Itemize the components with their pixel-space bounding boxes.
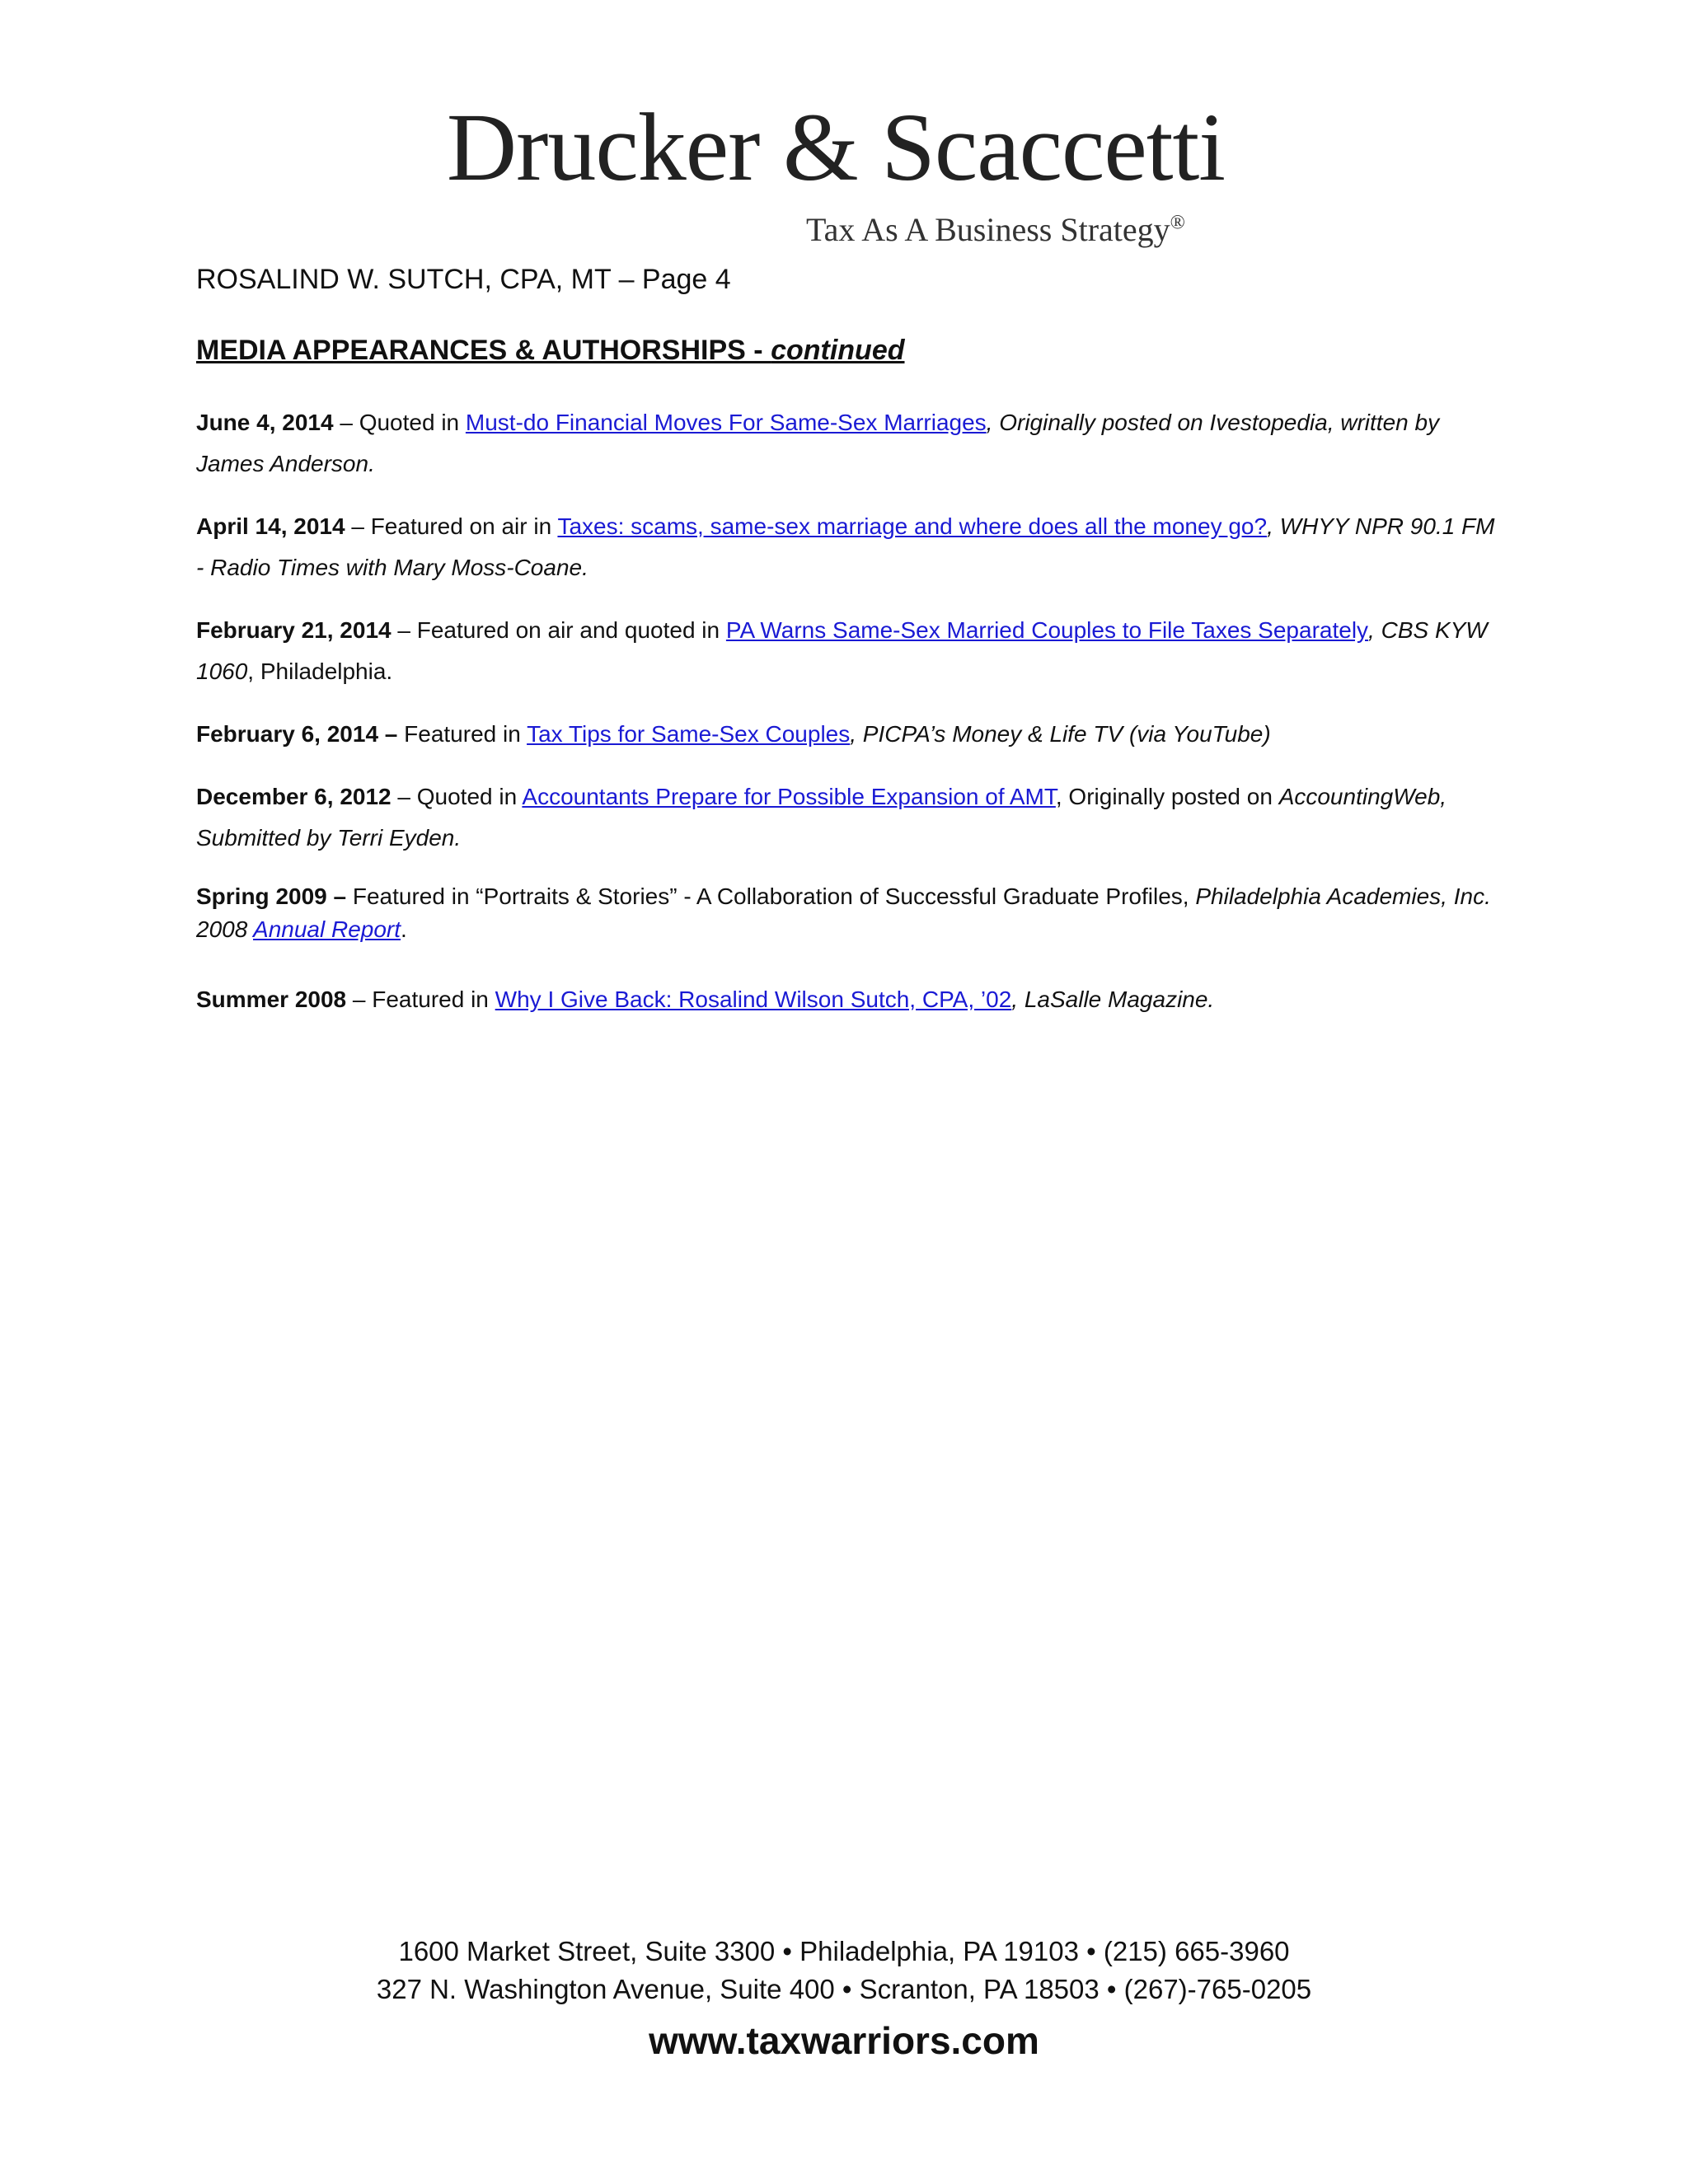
registered-mark: ®: [1170, 212, 1185, 234]
footer-website[interactable]: www.taxwarriors.com: [649, 2019, 1039, 2062]
entries-list: [196, 402, 1498, 1020]
entry-date: Summer 2008: [196, 987, 347, 1012]
footer-address-scranton: 327 N. Washington Avenue, Suite 400 • Scranton, PA 18503 • (267)-765-0205: [376, 1974, 1312, 2004]
document-body: [196, 262, 1498, 1042]
list-item: February 21, 2014 – Featured on air and quoted in PA Warns Same-Sex Married Couples to File Taxes Separately, CBS KYW 1060, Philadelphia.: [196, 617, 1488, 684]
entry-date: April 14, 2014: [196, 513, 345, 539]
entry-link[interactable]: Why I Give Back: Rosalind Wilson Sutch, CPA, ’02: [495, 987, 1012, 1012]
list-item: February 6, 2014 – Featured in Tax Tips for Same-Sex Couples, PICPA’s Money & Life TV (via YouTube): [196, 721, 1271, 747]
entry-date: June 4, 2014: [196, 410, 334, 435]
list-item: Summer 2008 – Featured in Why I Give Back: Rosalind Wilson Sutch, CPA, ’02, LaSalle Magazine.: [196, 987, 1215, 1012]
entry-link[interactable]: PA Warns Same-Sex Married Couples to File Taxes Separately: [725, 617, 1369, 643]
list-item: April 14, 2014 – Featured on air in Taxes: scams, same-sex marriage and where does all the money go?, WHYY NPR 90.1 FM - Radio Times with Mary Moss-Coane.: [196, 513, 1495, 580]
entry-date: February 6, 2014 –: [196, 721, 398, 747]
company-logo: [0, 93, 1688, 201]
entry-link[interactable]: Tax Tips for Same-Sex Couples: [527, 721, 851, 747]
entry-link[interactable]: Taxes: scams, same-sex marriage and where does all the money go?: [557, 513, 1268, 539]
list-item: December 6, 2012 – Quoted in Accountants Prepare for Possible Expansion of AMT, Originally posted on AccountingWeb, Submitted by Terri Eyden.: [196, 784, 1447, 851]
page-footer: [0, 1933, 1688, 2068]
entry-link[interactable]: Annual Report: [253, 916, 401, 942]
entry-date: February 21, 2014: [196, 617, 392, 643]
list-item: Spring 2009 – Featured in “Portraits & Stories” - A Collaboration of Successful Graduate Profiles, Philadelphia Academies, Inc. 2008 Annual Report.: [196, 883, 1491, 942]
logo-tagline: Tax As A Business Strategy®: [806, 211, 1185, 248]
footer-address-philadelphia: 1600 Market Street, Suite 3300 • Philadelphia, PA 19103 • (215) 665-3960: [398, 1936, 1290, 1966]
entry-date: Spring 2009 –: [196, 883, 347, 909]
logo-name: Drucker & Scaccetti: [446, 93, 1226, 201]
entry-link[interactable]: Accountants Prepare for Possible Expansion of AMT: [522, 784, 1056, 809]
entry-link[interactable]: Must-do Financial Moves For Same-Sex Marriages: [465, 410, 987, 435]
entry-date: December 6, 2012: [196, 784, 392, 809]
list-item: June 4, 2014 – Quoted in Must-do Financial Moves For Same-Sex Marriages, Originally posted on Ivestopedia, written by James Anderson.: [196, 410, 1440, 476]
page-header: ROSALIND W. SUTCH, CPA, MT – Page 4: [196, 264, 731, 295]
section-title: MEDIA APPEARANCES & AUTHORSHIPS - continued: [196, 335, 905, 366]
